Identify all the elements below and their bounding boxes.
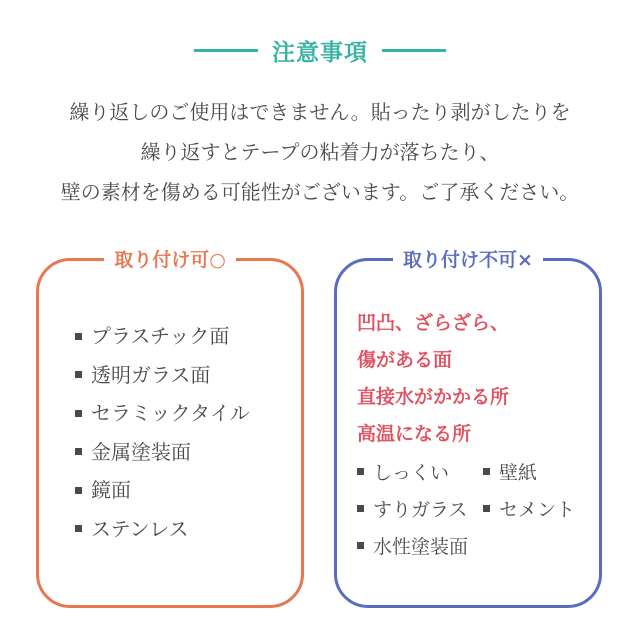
list-item: しっくい <box>357 458 483 485</box>
bullet-icon <box>483 468 490 475</box>
list-item: セメント <box>483 495 575 522</box>
bullet-icon <box>75 371 82 378</box>
bullet-icon <box>75 525 82 532</box>
mountable-surfaces-box <box>36 249 304 608</box>
list-item: 金属塗装面 <box>75 433 250 472</box>
bullet-icon <box>75 487 82 494</box>
bullet-icon <box>75 333 82 340</box>
material-row <box>357 453 575 490</box>
non-mountable-label: 取り付け不可× <box>337 245 599 275</box>
bullet-icon <box>483 505 490 512</box>
bullet-icon <box>75 410 82 417</box>
list-item: プラスチック面 <box>75 317 250 356</box>
list-item: 鏡面 <box>75 471 250 510</box>
intro-line: 繰り返すとテープの粘着力が落ちたり、 <box>140 140 500 164</box>
mountable-label: 取り付け可○ <box>39 245 301 275</box>
intro-line: 繰り返しのご使用はできません。貼ったり剥がしたりを <box>69 100 571 124</box>
mountable-list <box>75 317 250 548</box>
bullet-icon <box>357 468 364 475</box>
warning-list <box>357 305 509 453</box>
non-mountable-surfaces-box <box>334 249 602 608</box>
header-line-left <box>194 49 258 52</box>
intro-line: 壁の素材を傷める可能性がございます。ご了承ください。 <box>60 180 580 204</box>
list-item: セラミックタイル <box>75 394 250 433</box>
material-row <box>357 527 575 564</box>
material-row <box>357 490 575 527</box>
bullet-icon <box>357 542 364 549</box>
warning-item: 凹凸、ざらざら、 <box>357 312 510 334</box>
warning-item: 直接水がかかる所 <box>357 386 510 408</box>
list-item: 壁紙 <box>483 458 537 485</box>
header-line-right <box>382 49 446 52</box>
notice-intro <box>0 92 640 212</box>
bullet-icon <box>75 448 82 455</box>
warning-item: 高温になる所 <box>357 423 472 445</box>
list-item: ステンレス <box>75 510 250 549</box>
notice-title: 注意事項 <box>272 39 368 66</box>
material-list <box>357 453 575 564</box>
notice-header <box>0 30 640 70</box>
list-item: 透明ガラス面 <box>75 356 250 395</box>
list-item: 水性塗装面 <box>357 532 468 559</box>
bullet-icon <box>357 505 364 512</box>
warning-item: 傷がある面 <box>357 349 453 371</box>
list-item: すりガラス <box>357 495 483 522</box>
